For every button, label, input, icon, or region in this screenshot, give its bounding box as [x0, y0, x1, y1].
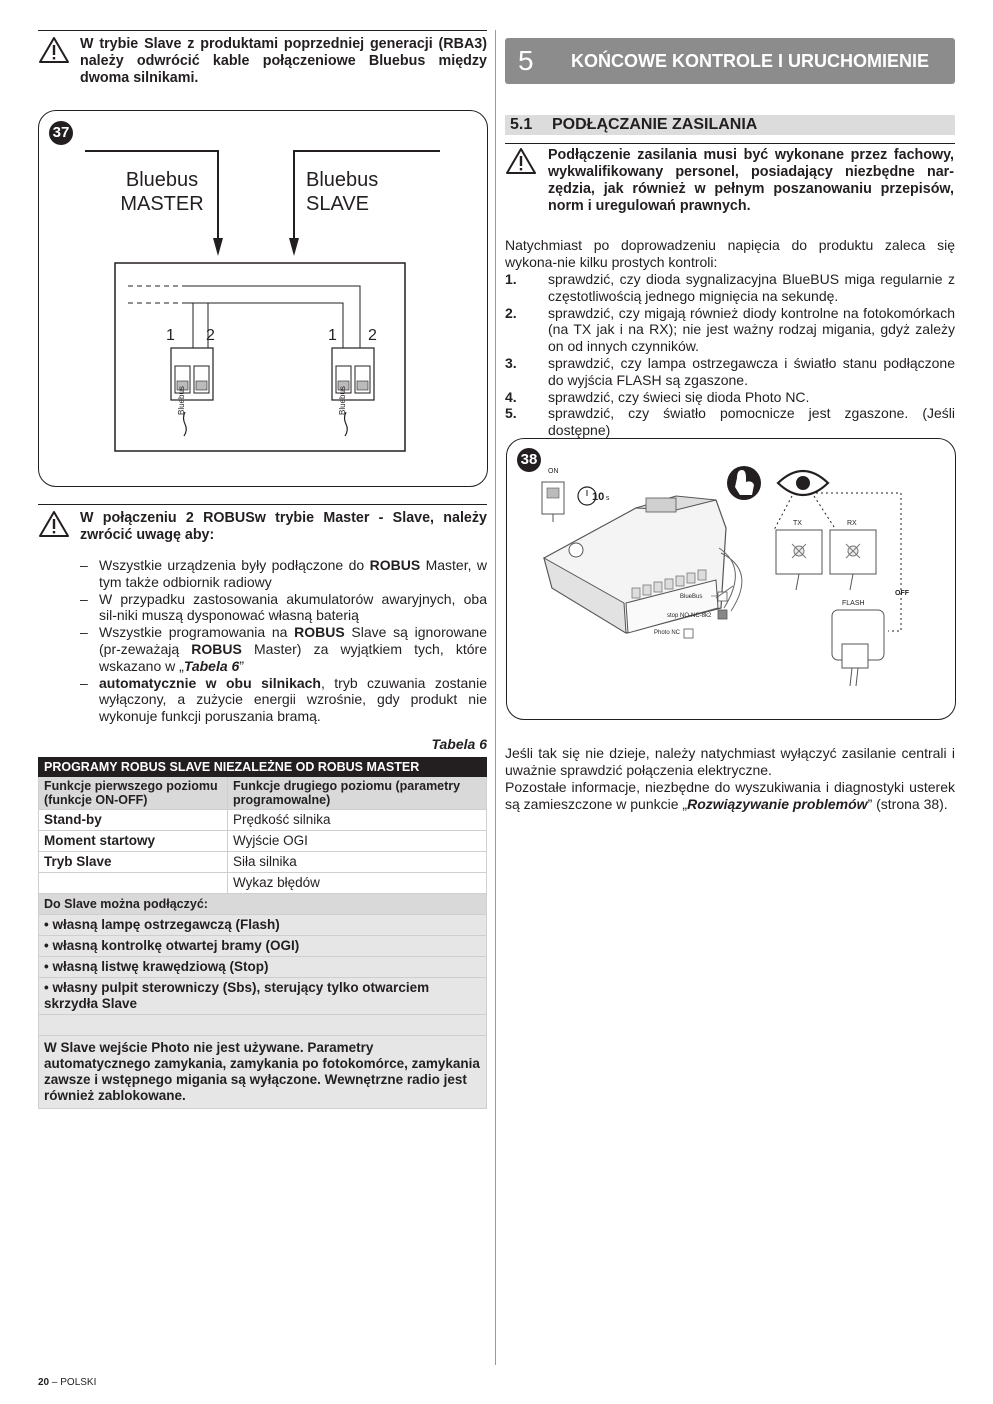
table-cell: Wyjście OGI [228, 831, 487, 852]
item-text: sprawdzić, czy świeci się dioda Photo NC. [548, 388, 810, 405]
figure-number: 37 [49, 121, 73, 145]
text: Slave są ignorowane (pr-zeważają [99, 624, 487, 657]
table-cell: Tryb Slave [39, 852, 228, 873]
rule-left-2 [38, 504, 487, 505]
text: Wszystkie urządzenia były podłączone do [99, 557, 370, 573]
off-label: OFF [895, 590, 909, 597]
connect-title: Do Slave można podłączyć: [39, 894, 487, 915]
list-item [80, 624, 487, 674]
table-reference: Tabela 6 [183, 657, 240, 674]
text: , tryb czuwania zostanie wyłączony, a zużycie energii wzrośnie, gdy produkt nie wykonuje funkcji poruszania bramą. [99, 674, 487, 725]
section-reference: Rozwiązywanie problemów [687, 795, 868, 812]
list-item [505, 389, 955, 406]
terminal-label-1: 1 [328, 327, 337, 344]
intro-paragraph: Natychmiast po doprowadzeniu napięcia do produktu zaleca się wykona-nie kilku prostych kontroli: [505, 237, 955, 270]
item-number: 2. [505, 304, 517, 321]
list-item [505, 355, 955, 389]
terminal-label-1: 1 [166, 327, 175, 344]
column-header: Funkcje drugiego poziomu (parametry programowalne) [228, 777, 487, 810]
warning-icon [505, 147, 541, 215]
column-header: Funkcje pierwszego poziomu (funkcje ON-OFF) [39, 777, 228, 810]
text: Master, w tym także odbiornik radiowy [99, 557, 487, 590]
section-header [505, 115, 955, 135]
bluebus-label: Bluebus [177, 386, 186, 415]
on-label: ON [548, 468, 559, 475]
section-number: 5.1 [510, 116, 533, 133]
language-label: POLSKI [60, 1377, 97, 1388]
checks-list [505, 271, 955, 439]
label-master-line1: Bluebus [125, 169, 199, 191]
timer-unit: s [605, 495, 610, 502]
column-divider [495, 30, 496, 1365]
hand-press-icon [727, 466, 761, 500]
warning-text: W trybie Slave z produktami poprzedniej generacji (RBA3) należy odwrócić kable połączeniowe Bluebus między dwoma silnikami. [80, 36, 487, 86]
item-text: sprawdzić, czy migają również diody kontrolne na fotokomórkach (na TX jak i na RX); nie jest ważny rodzaj migania, gdyż zależy on od innych czynników. [548, 304, 955, 355]
product-name: ROBUS [191, 640, 242, 657]
table-title: PROGRAMY ROBUS SLAVE NIEZALEŻNE OD ROBUS MASTER [39, 758, 487, 777]
label-slave-line2: SLAVE [306, 193, 369, 215]
item-text: sprawdzić, czy światło pomocnicze jest zgaszone. (Jeśli dostępne) [548, 405, 955, 439]
item-number: 4. [505, 388, 517, 405]
chapter-title: KOŃCOWE KONTROLE I URUCHOMIENIE [571, 51, 929, 71]
table-cell [39, 873, 228, 894]
connect-item: • własną lampę ostrzegawczą (Flash) [39, 915, 487, 936]
rule-right [505, 143, 955, 144]
photo-nc-label: Photo NC [654, 630, 681, 636]
page-footer [38, 1377, 96, 1388]
text: Master) za wyjątkiem tych, które wskazano w „ [99, 640, 488, 674]
chapter-number: 5 [518, 45, 534, 76]
timer-value [592, 491, 609, 503]
warning-icon [38, 510, 74, 544]
label-master-line2: MASTER [120, 193, 204, 215]
text: Pozostałe informacje, niezbędne do wyszukiwania i diagnostyki usterek są zamieszczone w punkcie „ [505, 779, 955, 812]
item-number: 1. [505, 271, 517, 287]
table-row [39, 831, 487, 852]
table-footer-note: W Slave wejście Photo nie jest używane. Parametry automatycznego zamykania, zamykania po fotokomórce, zamykania zawsze i wstępnego migania są wyłączone. Wewnętrzne radio jest również zablokowane. [39, 1036, 487, 1109]
table-row [39, 873, 487, 894]
product-name: ROBUS [294, 624, 345, 641]
list-item [80, 675, 487, 725]
list-item [80, 557, 487, 591]
table-row [39, 810, 487, 831]
table-6 [38, 757, 487, 1109]
label-bluebus-slave [306, 168, 378, 216]
control-unit-illustration [506, 438, 954, 718]
bluebus-wiring-diagram [38, 110, 486, 485]
requirements-list [80, 557, 487, 725]
paragraph-failure: Jeśli tak się nie dzieje, należy natychmiast wyłączyć zasilanie centrali i uważnie sprawdzić połączenia elektryczne. [505, 745, 955, 778]
paragraph-troubleshooting [505, 779, 955, 813]
list-item [505, 305, 955, 355]
item-number: 5. [505, 405, 517, 422]
list-item [80, 591, 487, 625]
list-item [505, 271, 955, 305]
text: Wszystkie programowania na [99, 624, 295, 641]
emphasis: automatycznie w obu silnikach [99, 674, 321, 691]
warning-icon [38, 36, 74, 87]
item-text: sprawdzić, czy dioda sygnalizacyjna BlueBUS miga regularnie z częstotliwością jednego mignięcia na sekundę. [548, 271, 955, 304]
item-text: sprawdzić, czy lampa ostrzegawcza i światło stanu podłączone do wyjścia FLASH są zgaszone. [548, 354, 955, 388]
spacer-row [39, 1015, 487, 1036]
text: ” (strona 38). [867, 795, 948, 812]
warning-text: Podłączenie zasilania musi być wykonane przez fachowy, wykwalifikowany personel, posiadający niezbędne nar-zędzia, jak również w pełnym poszanowaniu przepisów, norm i uregulowań prawnych. [548, 147, 954, 214]
eye-icon [778, 471, 828, 495]
table-caption: Tabela 6 [431, 736, 487, 752]
terminal-label-2: 2 [206, 327, 215, 344]
warning-master-slave [38, 510, 487, 544]
table-cell: Stand-by [39, 810, 228, 831]
chapter-header [505, 38, 955, 84]
table-row [39, 852, 487, 873]
table-cell: Siła silnika [228, 852, 487, 873]
terminal-label-2: 2 [368, 327, 377, 344]
list-item [505, 405, 955, 439]
table-cell: Wykaz błędów [228, 873, 487, 894]
figure-number: 38 [517, 448, 541, 472]
item-number: 3. [505, 354, 517, 371]
warning-rba3 [38, 36, 487, 87]
footer-separator: – [49, 1377, 61, 1388]
rx-label: RX [847, 520, 857, 527]
bluebus-label: BlueBus [680, 594, 703, 600]
warning-power [505, 147, 955, 215]
top-rule-left [38, 30, 487, 31]
label-bluebus-master [120, 168, 204, 216]
warning-text: W połączeniu 2 ROBUSw trybie Master - Slave, należy zwrócić uwagę aby: [80, 510, 487, 543]
connect-item: • własną listwę krawędziową (Stop) [39, 957, 487, 978]
product-name: ROBUS [369, 557, 421, 573]
table-cell: Prędkość silnika [228, 810, 487, 831]
page-number: 20 [38, 1377, 50, 1388]
label-slave-line1: Bluebus [306, 169, 379, 191]
text: ” [239, 657, 244, 674]
connect-item: • własny pulpit sterowniczy (Sbs), sterujący tylko otwarciem skrzydła Slave [39, 978, 487, 1015]
timer-seconds: 10 [592, 491, 605, 503]
tx-label: TX [793, 520, 802, 527]
table-cell: Moment startowy [39, 831, 228, 852]
section-title: PODŁĄCZANIE ZASILANIA [552, 116, 758, 133]
bluebus-label: Bluebus [338, 386, 347, 415]
text: W przypadku zastosowania akumulatorów awaryjnych, oba sil-niki muszą dysponować własną baterią [99, 590, 487, 624]
connect-item: • własną kontrolkę otwartej bramy (OGI) [39, 936, 487, 957]
flash-label: FLASH [842, 600, 865, 607]
stop-label: stop NO-NC-8k2 [667, 613, 712, 619]
